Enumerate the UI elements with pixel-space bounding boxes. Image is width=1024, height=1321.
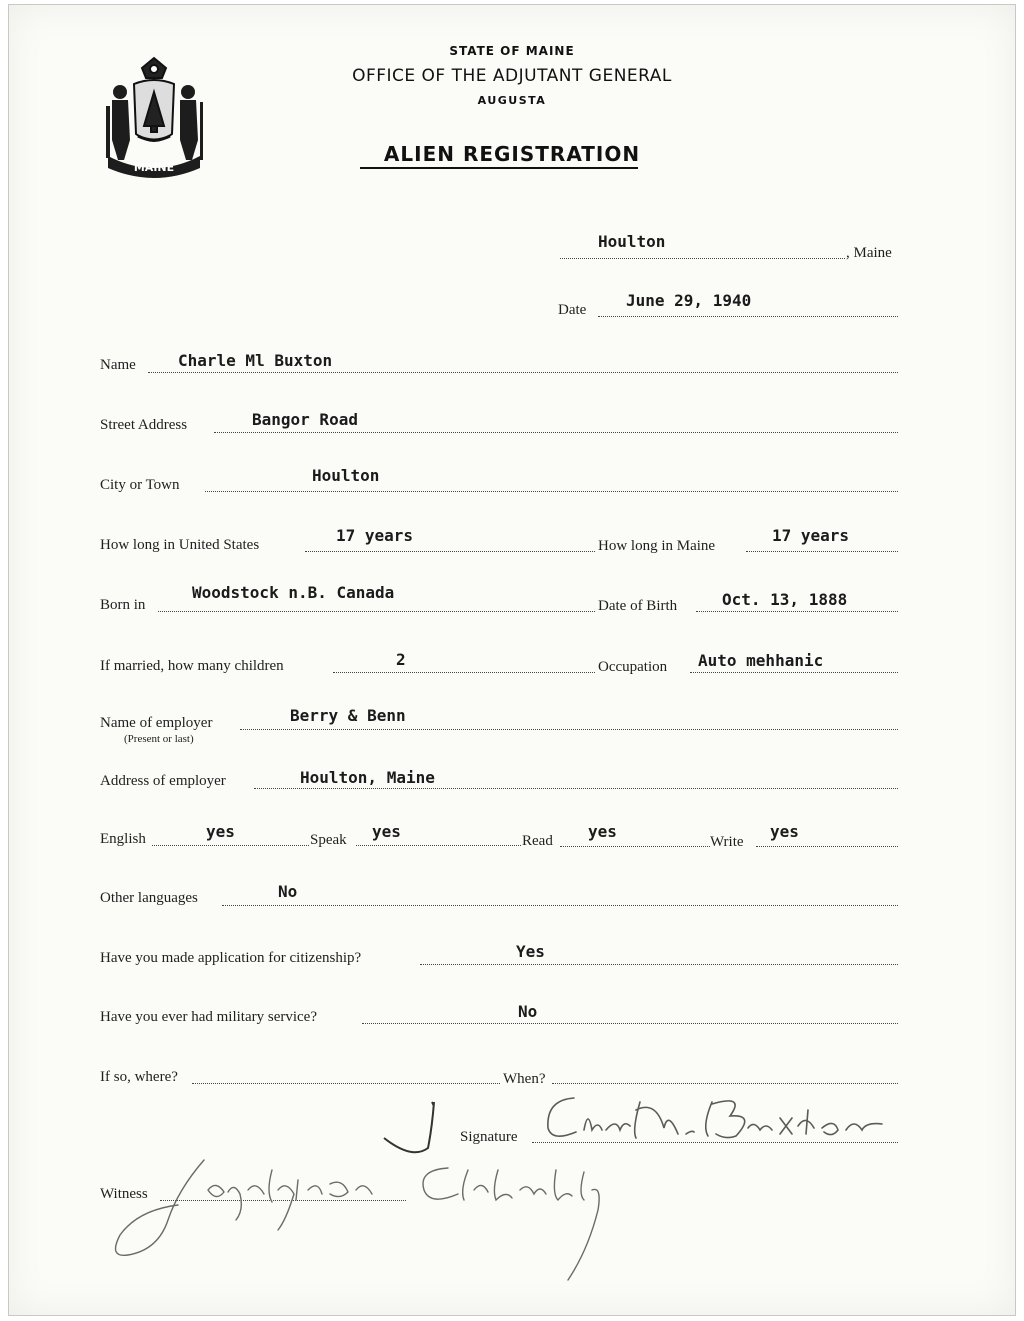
employer-line xyxy=(240,729,898,730)
other-languages-line xyxy=(222,905,898,906)
how-long-us-label: How long in United States xyxy=(100,537,260,553)
svg-text:MAINE: MAINE xyxy=(133,161,175,174)
name-line xyxy=(148,372,898,373)
where-label: If so, where? xyxy=(100,1069,178,1085)
where-line xyxy=(192,1083,500,1084)
citizenship-label: Have you made application for citizenship? xyxy=(100,950,362,966)
when-label: When? xyxy=(503,1071,546,1087)
date-value: June 29, 1940 xyxy=(626,291,752,310)
location-suffix: , Maine xyxy=(846,245,892,261)
witness-signature-mark xyxy=(108,1150,628,1285)
speak-value: yes xyxy=(372,822,401,841)
born-in-value: Woodstock n.B. Canada xyxy=(192,583,395,602)
street-value: Bangor Road xyxy=(252,410,358,429)
write-value: yes xyxy=(770,822,799,841)
date-line xyxy=(598,316,898,317)
speak-line xyxy=(356,845,521,846)
citizenship-value: Yes xyxy=(516,942,545,961)
military-value: No xyxy=(518,1002,538,1021)
date-label: Date xyxy=(558,302,587,318)
english-value: yes xyxy=(206,822,235,841)
occupation-line xyxy=(690,672,898,673)
employer-address-value: Houlton, Maine xyxy=(300,768,435,787)
other-languages-label: Other languages xyxy=(100,890,198,906)
english-line xyxy=(152,845,309,846)
read-value: yes xyxy=(588,822,617,841)
dob-label: Date of Birth xyxy=(598,598,678,614)
read-line xyxy=(560,846,710,847)
military-line xyxy=(362,1023,898,1024)
employer-address-label: Address of employer xyxy=(100,773,226,789)
how-long-maine-value: 17 years xyxy=(772,526,850,545)
write-line xyxy=(756,846,898,847)
how-long-us-line xyxy=(305,551,595,552)
employer-sublabel: (Present or last) xyxy=(124,733,194,745)
children-label: If married, how many children xyxy=(100,658,284,674)
born-in-label: Born in xyxy=(100,597,146,613)
signature-label: Signature xyxy=(460,1129,518,1145)
children-value: 2 xyxy=(396,650,406,669)
write-label: Write xyxy=(710,834,744,850)
read-label: Read xyxy=(522,833,553,849)
city-line xyxy=(205,491,898,492)
dob-line xyxy=(696,611,898,612)
form-title: ALIEN REGISTRATION xyxy=(383,142,641,166)
children-line xyxy=(333,672,595,673)
location-town-value: Houlton xyxy=(598,232,666,251)
english-label: English xyxy=(100,831,146,847)
speak-label: Speak xyxy=(310,832,347,848)
location-line xyxy=(560,258,845,259)
dob-value: Oct. 13, 1888 xyxy=(722,590,848,609)
occupation-value: Auto mehhanic xyxy=(698,651,824,670)
how-long-us-value: 17 years xyxy=(336,526,414,545)
other-languages-value: No xyxy=(278,882,298,901)
how-long-maine-line xyxy=(746,551,898,552)
name-label: Name xyxy=(100,357,136,373)
occupation-label: Occupation xyxy=(598,659,668,675)
witness-label: Witness xyxy=(100,1186,148,1202)
employer-label: Name of employer xyxy=(100,715,213,731)
employer-value: Berry & Benn xyxy=(290,706,406,725)
city-label: City or Town xyxy=(100,477,180,493)
military-label: Have you ever had military service? xyxy=(100,1009,317,1025)
when-line xyxy=(552,1083,898,1084)
state-heading: STATE OF MAINE xyxy=(449,44,575,58)
name-value: Charle Ml Buxton xyxy=(178,351,333,370)
born-in-line xyxy=(158,611,595,612)
citizenship-line xyxy=(420,964,898,965)
employer-address-line xyxy=(254,788,898,789)
city-value: Houlton xyxy=(312,466,380,485)
street-label: Street Address xyxy=(100,417,188,433)
how-long-maine-label: How long in Maine xyxy=(598,538,716,554)
office-heading: OFFICE OF THE ADJUTANT GENERAL xyxy=(352,66,672,86)
title-underline xyxy=(360,167,638,169)
city-heading: AUGUSTA xyxy=(477,94,547,107)
street-line xyxy=(214,432,898,433)
